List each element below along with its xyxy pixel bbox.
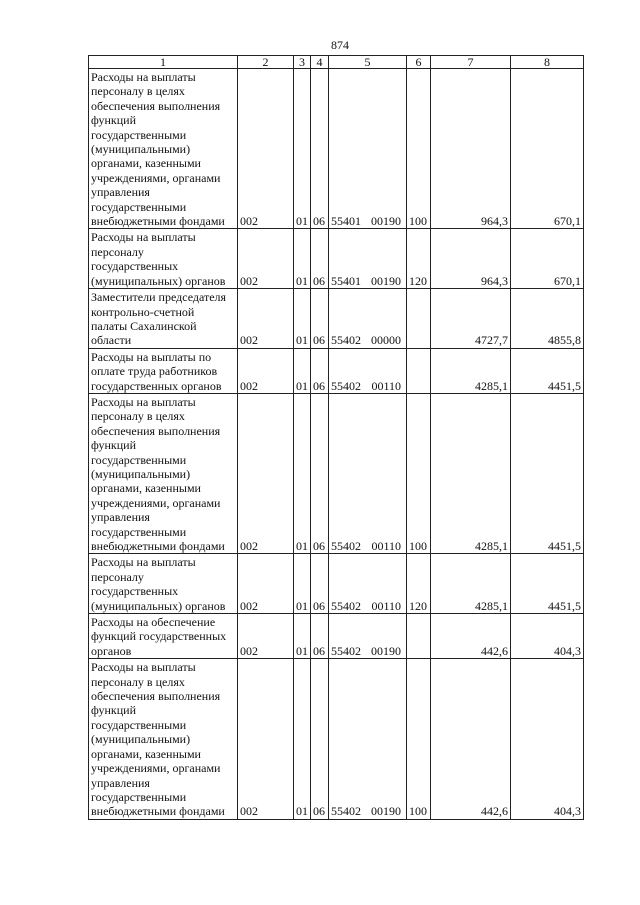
amount-year1-cell: 4285,1 xyxy=(431,348,511,393)
table-row xyxy=(89,229,584,289)
table-row xyxy=(89,614,584,659)
subsection-code-cell: 06 xyxy=(311,659,329,819)
section-code-cell: 01 xyxy=(294,69,311,229)
expense-name-line: (муниципальными) xyxy=(91,142,191,157)
expense-type-cell xyxy=(407,289,431,349)
amount-year2-cell: 4451,5 xyxy=(511,554,584,614)
expense-name-line: персоналу в целях xyxy=(91,84,185,99)
table-row xyxy=(89,393,584,553)
expense-name-line: обеспечения выполнения xyxy=(91,689,221,704)
expense-name-line: учреждениями, органами xyxy=(91,761,221,776)
column-number: 5 xyxy=(329,56,407,69)
subsection-code-cell: 06 xyxy=(311,348,329,393)
page-number: 874 xyxy=(331,38,349,52)
expense-name-line: государственными xyxy=(91,127,187,142)
section-code-cell: 01 xyxy=(294,393,311,553)
target-article-direction: 00190 xyxy=(371,643,401,658)
target-article-cell xyxy=(329,393,407,553)
expense-name-line: органов xyxy=(91,643,132,658)
expense-name-cell xyxy=(89,348,238,393)
expense-name-line: персоналу в целях xyxy=(91,409,185,424)
expense-name-line: (муниципальных) органов xyxy=(91,598,226,613)
expense-name-cell xyxy=(89,229,238,289)
ministry-code-cell: 002 xyxy=(238,69,294,229)
table-row xyxy=(89,554,584,614)
section-code-cell: 01 xyxy=(294,614,311,659)
target-article-cell xyxy=(329,69,407,229)
target-article-direction: 00190 xyxy=(371,804,401,819)
table-body xyxy=(89,56,584,820)
amount-year2-cell: 670,1 xyxy=(511,229,584,289)
ministry-code-cell: 002 xyxy=(238,348,294,393)
expense-type-cell: 100 xyxy=(407,393,431,553)
expense-name-line: (муниципальных) органов xyxy=(91,273,226,288)
column-number: 8 xyxy=(511,56,584,69)
ministry-code-cell: 002 xyxy=(238,289,294,349)
target-article-program: 55402 xyxy=(331,643,361,658)
expense-type-cell xyxy=(407,348,431,393)
expense-name-line: государственными xyxy=(91,717,187,732)
expense-type-cell: 120 xyxy=(407,229,431,289)
expense-name-line: обеспечения выполнения xyxy=(91,423,221,438)
budget-table xyxy=(88,55,584,820)
target-article-program: 55402 xyxy=(331,378,361,393)
expense-name-line: государственными xyxy=(91,789,187,804)
target-article-cell xyxy=(329,554,407,614)
subsection-code-cell: 06 xyxy=(311,69,329,229)
amount-year1-cell: 442,6 xyxy=(431,614,511,659)
amount-year1-cell: 964,3 xyxy=(431,69,511,229)
subsection-code-cell: 06 xyxy=(311,393,329,553)
expense-name-line: учреждениями, органами xyxy=(91,170,221,185)
amount-year2-cell: 4451,5 xyxy=(511,348,584,393)
expense-name-line: государственными xyxy=(91,452,187,467)
expense-name-line: управления xyxy=(91,510,150,525)
expense-name-line: государственных органов xyxy=(91,378,222,393)
target-article-cell xyxy=(329,289,407,349)
expense-name-line: органами, казенными xyxy=(91,746,201,761)
ministry-code-cell: 002 xyxy=(238,229,294,289)
expense-name-line: области xyxy=(91,333,132,348)
expense-name-line: государственными xyxy=(91,199,187,214)
expense-name-cell xyxy=(89,614,238,659)
expense-name-line: Расходы на выплаты xyxy=(91,394,196,409)
target-article-cell xyxy=(329,614,407,659)
target-article-program: 55402 xyxy=(331,333,361,348)
expense-name-line: государственных xyxy=(91,259,179,274)
expense-name-line: органами, казенными xyxy=(91,156,201,171)
ministry-code-cell: 002 xyxy=(238,393,294,553)
expense-name-line: обеспечения выполнения xyxy=(91,98,221,113)
expense-name-cell xyxy=(89,554,238,614)
subsection-code-cell: 06 xyxy=(311,554,329,614)
target-article-cell xyxy=(329,229,407,289)
subsection-code-cell: 06 xyxy=(311,289,329,349)
table-row xyxy=(89,659,584,819)
amount-year2-cell: 404,3 xyxy=(511,614,584,659)
column-number: 7 xyxy=(431,56,511,69)
expense-name-line: функций xyxy=(91,113,136,128)
target-article-direction: 00110 xyxy=(371,598,401,613)
expense-name-line: (муниципальными) xyxy=(91,732,191,747)
target-article-program: 55401 xyxy=(331,273,361,288)
column-number: 6 xyxy=(407,56,431,69)
expense-type-cell: 100 xyxy=(407,69,431,229)
target-article-program: 55402 xyxy=(331,804,361,819)
section-code-cell: 01 xyxy=(294,229,311,289)
expense-name-line: учреждениями, органами xyxy=(91,495,221,510)
target-article-direction: 00000 xyxy=(371,333,401,348)
section-code-cell: 01 xyxy=(294,289,311,349)
expense-name-line: персоналу в целях xyxy=(91,674,185,689)
expense-name-cell xyxy=(89,69,238,229)
column-number: 4 xyxy=(311,56,329,69)
target-article-direction: 00190 xyxy=(371,273,401,288)
ministry-code-cell: 002 xyxy=(238,554,294,614)
table-row xyxy=(89,348,584,393)
target-article-direction: 00190 xyxy=(371,214,401,229)
amount-year1-cell: 964,3 xyxy=(431,229,511,289)
target-article-cell xyxy=(329,659,407,819)
expense-name-line: оплате труда работников xyxy=(91,364,218,379)
expense-name-line: управления xyxy=(91,775,150,790)
expense-type-cell: 100 xyxy=(407,659,431,819)
amount-year1-cell: 4285,1 xyxy=(431,393,511,553)
expense-name-line: персоналу xyxy=(91,569,144,584)
expense-name-line: государственных xyxy=(91,584,179,599)
column-number: 1 xyxy=(89,56,238,69)
expense-name-line: палаты Сахалинской xyxy=(91,318,197,333)
expense-name-line: Заместители председателя xyxy=(91,290,227,305)
expense-name-line: органами, казенными xyxy=(91,481,201,496)
expense-name-line: внебюджетными фондами xyxy=(91,539,225,553)
expense-name-line: функций xyxy=(91,438,136,453)
column-number: 3 xyxy=(294,56,311,69)
expense-name-line: Расходы на выплаты xyxy=(91,70,196,84)
target-article-program: 55402 xyxy=(331,539,361,553)
amount-year2-cell: 4855,8 xyxy=(511,289,584,349)
expense-name-line: функций xyxy=(91,703,136,718)
expense-name-cell xyxy=(89,393,238,553)
column-number: 2 xyxy=(238,56,294,69)
section-code-cell: 01 xyxy=(294,554,311,614)
expense-name-line: функций государственных xyxy=(91,629,227,644)
expense-name-line: контрольно-счетной xyxy=(91,304,195,319)
amount-year1-cell: 4285,1 xyxy=(431,554,511,614)
amount-year1-cell: 4727,7 xyxy=(431,289,511,349)
expense-name-line: (муниципальными) xyxy=(91,466,191,481)
amount-year1-cell: 442,6 xyxy=(431,659,511,819)
column-number-row xyxy=(89,56,584,69)
expense-type-cell: 120 xyxy=(407,554,431,614)
ministry-code-cell: 002 xyxy=(238,659,294,819)
expense-name-line: Расходы на выплаты xyxy=(91,555,196,570)
expense-name-line: внебюджетными фондами xyxy=(91,214,225,229)
expense-name-cell xyxy=(89,289,238,349)
amount-year2-cell: 4451,5 xyxy=(511,393,584,553)
expense-name-line: Расходы на выплаты xyxy=(91,230,196,245)
expense-name-line: государственными xyxy=(91,524,187,539)
target-article-program: 55402 xyxy=(331,598,361,613)
table-row xyxy=(89,289,584,349)
expense-name-line: управления xyxy=(91,185,150,200)
ministry-code-cell: 002 xyxy=(238,614,294,659)
target-article-program: 55401 xyxy=(331,214,361,229)
amount-year2-cell: 404,3 xyxy=(511,659,584,819)
subsection-code-cell: 06 xyxy=(311,229,329,289)
expense-name-line: внебюджетными фондами xyxy=(91,804,225,819)
target-article-direction: 00110 xyxy=(371,378,401,393)
expense-type-cell xyxy=(407,614,431,659)
expense-name-cell xyxy=(89,659,238,819)
subsection-code-cell: 06 xyxy=(311,614,329,659)
expense-name-line: Расходы на выплаты по xyxy=(91,349,212,364)
expense-name-line: персоналу xyxy=(91,244,144,259)
table-row xyxy=(89,69,584,229)
target-article-direction: 00110 xyxy=(371,539,401,553)
section-code-cell: 01 xyxy=(294,348,311,393)
amount-year2-cell: 670,1 xyxy=(511,69,584,229)
section-code-cell: 01 xyxy=(294,659,311,819)
expense-name-line: Расходы на выплаты xyxy=(91,660,196,675)
target-article-cell xyxy=(329,348,407,393)
expense-name-line: Расходы на обеспечение xyxy=(91,615,216,630)
